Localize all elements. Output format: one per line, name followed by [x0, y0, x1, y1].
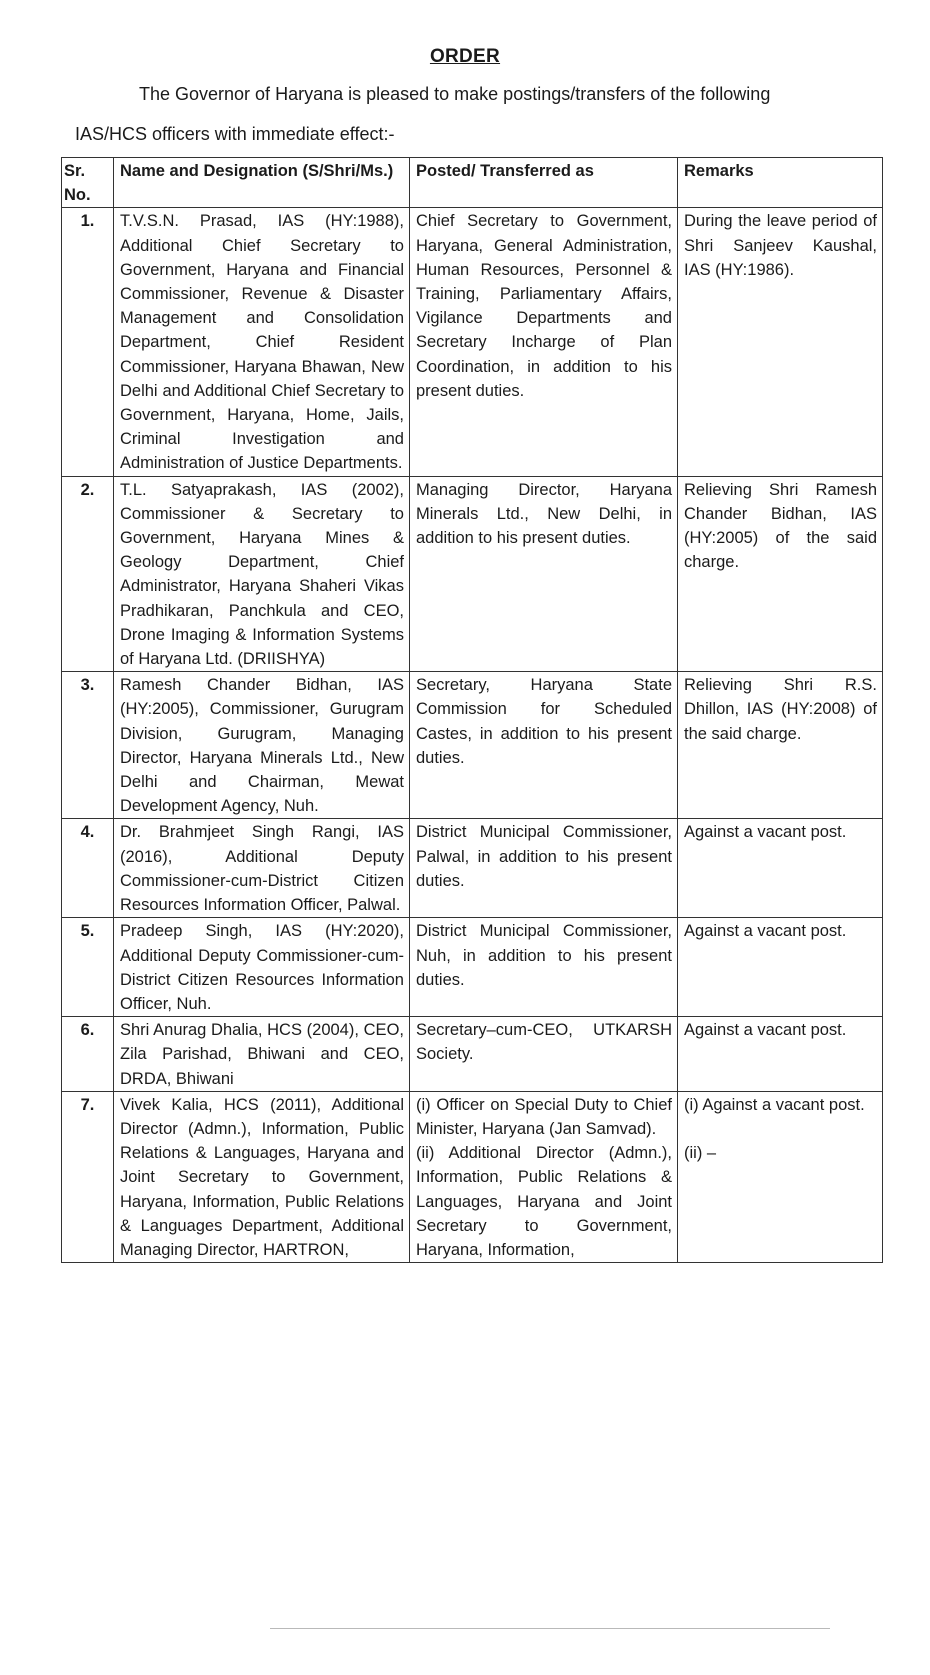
row-sr-no: 5.	[62, 918, 114, 1017]
intro-line-2: IAS/HCS officers with immediate effect:-	[75, 124, 395, 144]
postings-table	[61, 157, 883, 1263]
row-name-designation: T.L. Satyaprakash, IAS (2002), Commissioner & Secretary to Government, Haryana Mines & Geology Department, Chief Administrator, Haryana Shaheri Vikas Pradhikaran, Panchkula and CEO, Drone Imaging & Information Systems of Haryana Ltd. (DRIISHYA)	[114, 476, 410, 672]
row-remarks: Relieving Shri Ramesh Chander Bidhan, IAS (HY:2005) of the said charge.	[678, 476, 883, 672]
header-remarks: Remarks	[678, 158, 883, 208]
row-name-designation: T.V.S.N. Prasad, IAS (HY:1988), Additional Chief Secretary to Government, Haryana and Financial Commissioner, Revenue & Disaster Management and Consolidation Department, Chief Resident Commissioner, Haryana Bhawan, New Delhi and Additional Chief Secretary to Government, Haryana, Home, Jails, Criminal Investigation and Administration of Justice Departments.	[114, 208, 410, 476]
table-row	[62, 918, 883, 1017]
row-name-designation: Dr. Brahmjeet Singh Rangi, IAS (2016), Additional Deputy Commissioner-cum-District Citizen Resources Information Officer, Palwal.	[114, 819, 410, 918]
row-remarks: Against a vacant post.	[678, 819, 883, 918]
row-posted-as: Secretary–cum-CEO, UTKARSH Society.	[410, 1017, 678, 1092]
remarks-item-1: (i) Against a vacant post.	[684, 1095, 865, 1114]
row-posted-as: District Municipal Commissioner, Nuh, in addition to his present duties.	[410, 918, 678, 1017]
page-title: ORDER	[429, 46, 501, 67]
table-row	[62, 476, 883, 672]
row-posted-as: Chief Secretary to Government, Haryana, General Administration, Human Resources, Personnel & Training, Parliamentary Affairs, Vigilance Departments and Secretary Incharge of Plan Coordination, in addition to his present duties.	[410, 208, 678, 476]
remarks-item-2: (ii) –	[684, 1143, 717, 1162]
row-name-designation: Shri Anurag Dhalia, HCS (2004), CEO, Zila Parishad, Bhiwani and CEO, DRDA, Bhiwani	[114, 1017, 410, 1092]
table-row	[62, 1017, 883, 1092]
remarks-spacer	[684, 1117, 877, 1141]
row-sr-no: 2.	[62, 476, 114, 672]
row-sr-no: 7.	[62, 1091, 114, 1262]
header-name-designation: Name and Designation (S/Shri/Ms.)	[114, 158, 410, 208]
row-posted-as	[410, 1091, 678, 1262]
row-sr-no: 3.	[62, 672, 114, 819]
row-posted-as: Managing Director, Haryana Minerals Ltd., New Delhi, in addition to his present duties.	[410, 476, 678, 672]
posted-item-2: (ii) Additional Director (Admn.), Information, Public Relations & Languages, Haryana and Joint Secretary to Government, Haryana, Information,	[416, 1144, 672, 1259]
table-row	[62, 672, 883, 819]
row-posted-as: Secretary, Haryana State Commission for Scheduled Castes, in addition to his present duties.	[410, 672, 678, 819]
table-row	[62, 819, 883, 918]
header-posted-transferred: Posted/ Transferred as	[410, 158, 678, 208]
row-sr-no: 4.	[62, 819, 114, 918]
row-remarks: During the leave period of Shri Sanjeev Kaushal, IAS (HY:1986).	[678, 208, 883, 476]
posted-item-1: (i) Officer on Special Duty to Chief Minister, Haryana (Jan Samvad).	[416, 1095, 672, 1138]
row-sr-no: 1.	[62, 208, 114, 476]
intro-line-1: The Governor of Haryana is pleased to make postings/transfers of the following	[139, 84, 771, 104]
row-remarks	[678, 1091, 883, 1262]
row-posted-as: District Municipal Commissioner, Palwal, in addition to his present duties.	[410, 819, 678, 918]
table-header-row	[62, 158, 883, 208]
row-remarks: Against a vacant post.	[678, 1017, 883, 1092]
table-row	[62, 208, 883, 476]
header-sr-no: Sr. No.	[62, 158, 114, 208]
row-name-designation: Vivek Kalia, HCS (2011), Additional Director (Admn.), Information, Public Relations & Languages, Haryana and Joint Secretary to Government, Haryana, Information, Public Relations & Languages Department, Additional Managing Director, HARTRON,	[114, 1091, 410, 1262]
row-sr-no: 6.	[62, 1017, 114, 1092]
row-remarks: Relieving Shri R.S. Dhillon, IAS (HY:2008) of the said charge.	[678, 672, 883, 819]
row-remarks: Against a vacant post.	[678, 918, 883, 1017]
row-name-designation: Ramesh Chander Bidhan, IAS (HY:2005), Commissioner, Gurugram Division, Gurugram, Managing Director, Haryana Minerals Ltd., New Delhi and Chairman, Mewat Development Agency, Nuh.	[114, 672, 410, 819]
table-row	[62, 1091, 883, 1262]
row-name-designation: Pradeep Singh, IAS (HY:2020), Additional Deputy Commissioner-cum-District Citizen Resources Information Officer, Nuh.	[114, 918, 410, 1017]
page-footer-rule	[270, 1628, 830, 1629]
